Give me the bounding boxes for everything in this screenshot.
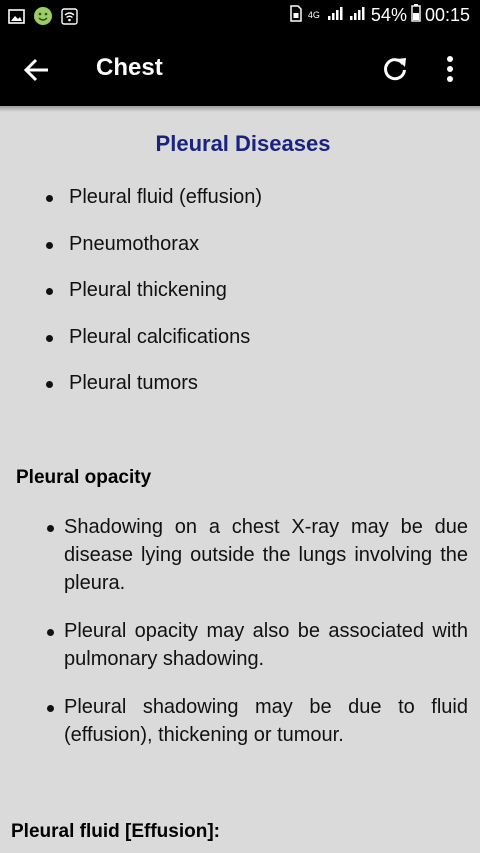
bullet-icon [46, 288, 53, 295]
list-item [0, 617, 480, 673]
battery-level: 54% [370, 5, 407, 25]
list-item [0, 513, 480, 597]
more-vert-icon[interactable] [440, 53, 460, 85]
list-item-text: Pleural thickening [69, 279, 227, 302]
list-item-text: Pleural opacity may also be associated with pulmonary shadowing. [64, 620, 468, 670]
list-item [0, 174, 480, 221]
bullet-icon [46, 335, 53, 342]
app-bar-shadow [0, 106, 480, 112]
bullet-icon [47, 629, 54, 636]
system-status [289, 4, 470, 27]
list-item-text: Pleural shadowing may be due to fluid (effusion), thickening or tumour. [64, 696, 468, 746]
list-item-text: Pleural fluid (effusion) [69, 186, 263, 208]
status-bar [0, 0, 480, 33]
list-item-text: Pneumothorax [69, 232, 200, 255]
signal-icon [327, 5, 345, 26]
back-arrow-icon[interactable] [22, 55, 52, 85]
notification-icons [8, 6, 78, 31]
bullet-icon [47, 705, 54, 712]
clock: 00:15 [424, 5, 470, 25]
list-item-text: Pleural calcifications [69, 325, 251, 348]
list-item [0, 360, 480, 407]
sim-icon [289, 5, 303, 27]
bullet-icon [46, 242, 53, 249]
battery-icon [411, 4, 421, 27]
bullet-icon [46, 195, 53, 202]
disease-list [0, 174, 480, 407]
signal-icon [349, 5, 367, 26]
list-item [0, 221, 480, 268]
list-item [0, 267, 480, 314]
section-title-pleural-fluid: Pleural fluid [Effusion]: [11, 821, 220, 842]
section-title-pleural-opacity: Pleural opacity [16, 467, 152, 488]
wifi-icon [61, 8, 78, 30]
page-title: Chest [96, 54, 163, 81]
list-item [0, 314, 480, 361]
list-item-text: Pleural tumors [69, 372, 198, 395]
image-icon [8, 9, 25, 29]
bullet-icon [46, 381, 53, 388]
app-bar [0, 33, 480, 106]
refresh-icon[interactable] [381, 55, 409, 83]
network-type: 4G [307, 10, 320, 20]
list-item [0, 693, 480, 749]
pleural-opacity-list [0, 513, 480, 769]
section-heading: Pleural Diseases [155, 131, 331, 156]
bullet-icon [47, 525, 54, 532]
emoji-icon [33, 6, 53, 31]
list-item-text: Shadowing on a chest X-ray may be due disease lying outside the lungs involving the pleura. [64, 516, 468, 594]
